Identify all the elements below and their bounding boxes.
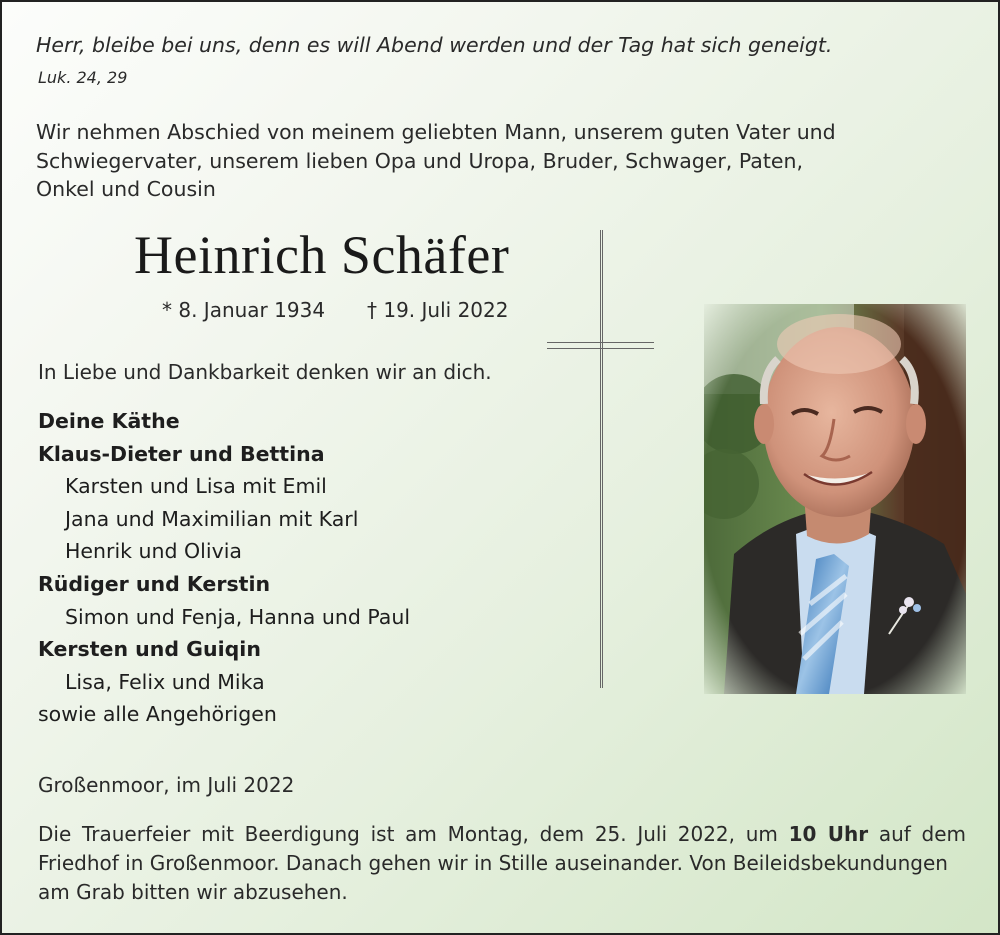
family-member: Klaus-Dieter und Bettina [38, 441, 325, 466]
deceased-name: Heinrich Schäfer [134, 225, 510, 285]
family-member: Lisa, Felix und Mika [65, 669, 265, 694]
family-member: Simon und Fenja, Hanna und Paul [65, 604, 411, 629]
intro-text [36, 118, 836, 204]
family-member: sowie alle Angehörigen [38, 702, 277, 727]
family-list [38, 405, 410, 731]
funeral-text: Die Trauerfeier mit Beerdigung ist am Montag, dem 25. Juli 2022, um [38, 822, 789, 846]
birth-date: * 8. Januar 1934 [162, 298, 326, 322]
family-member: Henrik und Olivia [65, 539, 242, 564]
intro-line: Schwiegervater, unserem lieben Opa und Uropa, Bruder, Schwager, Paten, [36, 148, 803, 173]
funeral-line-1 [38, 820, 966, 849]
death-date: † 19. Juli 2022 [367, 298, 509, 322]
bible-verse-reference: Luk. 24, 29 [38, 68, 128, 87]
funeral-line-3: am Grab bitten wir abzusehen. [38, 880, 348, 904]
funeral-notice [38, 820, 966, 907]
family-member: Kersten und Guiqin [38, 637, 261, 662]
family-member: Jana und Maximilian mit Karl [65, 506, 359, 531]
cross-horizontal-bar [547, 342, 654, 349]
family-member: Karsten und Lisa mit Emil [65, 474, 327, 499]
funeral-time: 10 Uhr [788, 822, 869, 846]
family-member: Deine Käthe [38, 409, 180, 433]
bible-verse: Herr, bleibe bei uns, denn es will Abend werden und der Tag hat sich geneigt. [36, 33, 833, 57]
family-member: Rüdiger und Kerstin [38, 571, 271, 596]
intro-line: Wir nehmen Abschied von meinem geliebten Mann, unserem guten Vater und [36, 120, 836, 144]
portrait-photo [704, 304, 966, 694]
cross-vertical-bar [600, 230, 603, 688]
place-and-date: Großenmoor, im Juli 2022 [38, 773, 295, 797]
intro-line: Onkel und Cousin [36, 177, 216, 201]
dedication-text: In Liebe und Dankbarkeit denken wir an dich. [38, 360, 492, 384]
funeral-line-2: Friedhof in Großenmoor. Danach gehen wir in Stille auseinander. Von Beileidsbekundungen [38, 851, 948, 875]
funeral-text: auf dem [868, 822, 967, 846]
